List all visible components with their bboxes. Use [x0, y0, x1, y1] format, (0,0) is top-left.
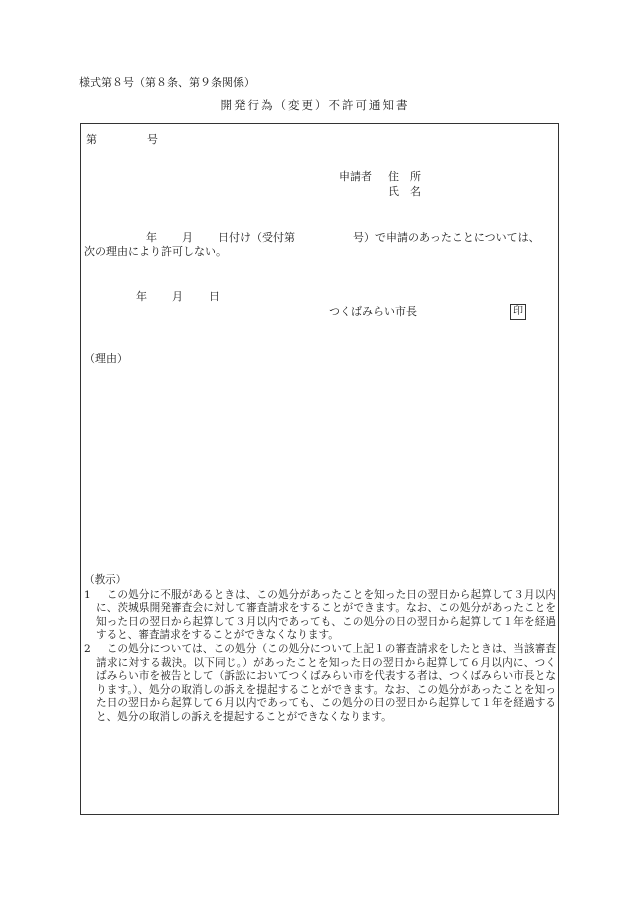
- notice-item: [84, 643, 556, 725]
- number-prefix: 第: [86, 133, 97, 146]
- application-year: 年: [146, 231, 157, 244]
- issue-day: 日: [209, 290, 220, 303]
- notice-item-number: 2: [84, 642, 91, 655]
- seal-mark: 印: [510, 304, 526, 320]
- applicant-name-label: 氏 名: [388, 185, 421, 198]
- reason-heading: （理由）: [84, 352, 128, 365]
- applicant-address-label: 住 所: [388, 170, 421, 183]
- reason-statement: 次の理由により許可しない。: [84, 245, 227, 258]
- notice-item: [84, 589, 556, 643]
- applicant-label: 申請者: [339, 170, 372, 183]
- appeal-notice: [84, 574, 556, 725]
- mayor-title: つくばみらい市長: [329, 305, 417, 318]
- application-day-receipt: 日付け（受付第: [218, 231, 295, 244]
- form-number-label: 様式第８号（第８条、第９条関係）: [79, 76, 255, 89]
- notice-item-text: この処分については、この処分（この処分について上記１の審査請求をしたときは、当該審査請求に対する裁決。以下同じ。）があったことを知った日の翌日から起算して６月以内に、つくばみらい市を被告として（訴訟においてつくばみらい市を代表する者は、つくばみらい市長となります。）、処分の取消しの訴えを提起することができます。なお、この処分があったことを知った日の翌日から起算して６月以内であっても、この処分の日の翌日から起算して１年を経過すると、処分の取消しの訴えを提起することができなくなります。: [96, 642, 556, 723]
- notice-item-number: 1: [84, 588, 91, 601]
- notice-item-text: この処分に不服があるときは、この処分があったことを知った日の翌日から起算して３月以内に、茨城県開発審査会に対して審査請求をすることができます。なお、この処分があったことを知った日の翌日から起算して３月以内であっても、この処分の日の翌日から起算して１年を経過すると、審査請求をすることができなくなります。: [96, 588, 556, 642]
- issue-year: 年: [136, 290, 147, 303]
- application-month: 月: [182, 231, 193, 244]
- document-title: 開発行為（変更）不許可通知書: [220, 98, 410, 112]
- notice-heading: （教示）: [84, 574, 127, 586]
- number-suffix: 号: [147, 133, 158, 146]
- application-receipt-suffix: 号）で申請のあったことについては、: [353, 231, 540, 244]
- issue-month: 月: [172, 290, 183, 303]
